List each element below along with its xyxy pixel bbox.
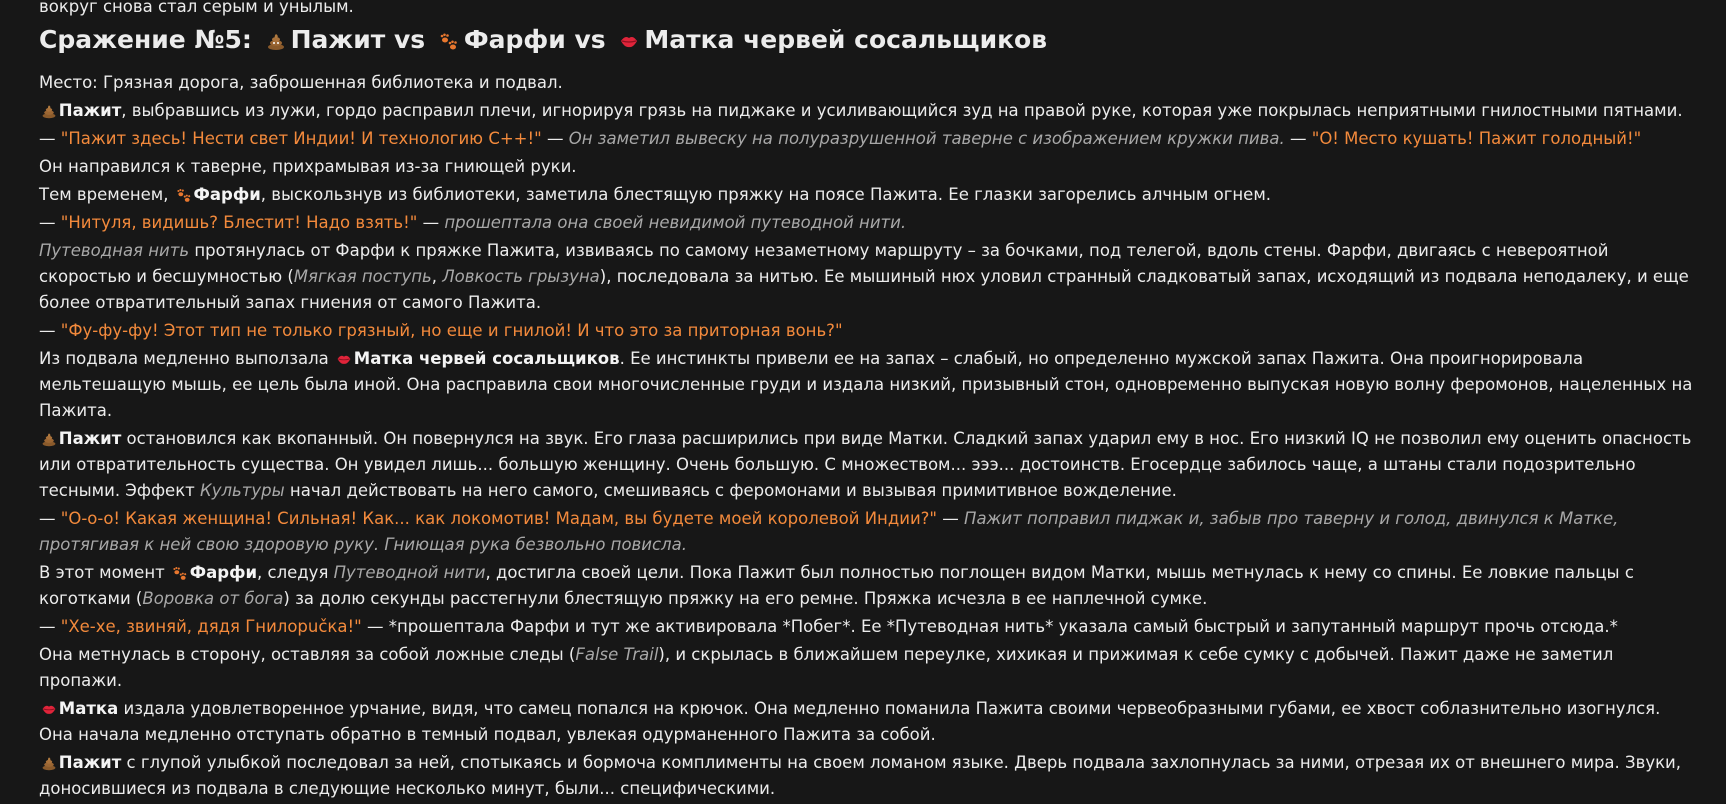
- paragraph-text: . Ее инстинкты привели ее на запах – слабый, но определенно мужской запах Пажита. Она проигнорировала мельтешащую мышь, ее цель была иной. Она расправила свои многочисленные груди и издала низкий, призывный стон, одновременно выпуская новую волну феромонов, нацеленных на Пажита.: [39, 349, 1693, 420]
- paragraph-text: , выбравшись из лужи, гордо расправил плечи, игнорируя грязь на пиджаке и усиливающийся зуд на правой руке, которая уже покрылась неприятными гнилостными пятнами.: [121, 101, 1683, 120]
- dash: —: [1284, 129, 1312, 148]
- dash: —: [937, 509, 965, 528]
- paragraph-text: остановился как вкопанный. Он повернулся на звук. Его глаза расширились при виде Матки. Сладкий запах ударил ему в нос. Его низкий IQ не позволил ему оценить опасность или отвратительность существа. Он увидел лишь... большую женщину. Очень большую. С множеством... эээ... достоинств. Егосердце забилось чаще, а штаны стали подозрительно тесными. Эффект: [39, 429, 1692, 500]
- character-name: Матка червей сосальщиков: [353, 349, 620, 368]
- ability-name: Культуры: [200, 481, 285, 500]
- paragraph-text: Тем временем,: [39, 185, 174, 204]
- paragraph-12: [39, 614, 1699, 640]
- paragraph-text: ), последовала за нитью. Ее мышиный нюх уловил странный сладковатый запах, исходящий из подвала неподалеку, и еще более отвратительный запах гниения от самого Пажита.: [39, 267, 1689, 312]
- dash: —: [39, 321, 61, 340]
- paw-prints-icon: [170, 560, 190, 586]
- paragraph-text: ) за долю секунды расстегнули блестящую пряжку на его ремне. Пряжка исчезла в ее наплечной сумке.: [283, 589, 1208, 608]
- dash: —: [39, 129, 61, 148]
- paragraph-text: с глупой улыбкой последовал за ней, спотыкаясь и бормоча комплименты на своем ломаном языке. Дверь подвала захлопнулась за ними, отрезая их от внешнего мира. Звуки, доносившиеся из подвала в следующие несколько минут, были... специфическими.: [39, 753, 1682, 798]
- narration: Он заметил вывеску на полуразрушенной таверне с изображением кружки пива.: [568, 129, 1285, 148]
- paragraph-text: издала удовлетворенное урчание, видя, что самец попался на крючок. Она медленно поманила Пажита своими червеобразными губами, ее хвост соблазнительно изогнулся. Она начала медленно отступать обратно в темный подвал, увлекая одурманенного Пажита за собой.: [39, 699, 1661, 744]
- paw-prints-icon: [434, 22, 464, 58]
- paragraph-text: — *прошептала Фарфи и тут же активировала *Побег*. Ее *Путеводная нить* указала самый быстрый и запутанный маршрут прочь отсюда.*: [361, 617, 1618, 636]
- character-name: Пажит: [58, 753, 122, 772]
- character-name: Фарфи: [189, 563, 258, 582]
- quote: "Хе-хе, звиняй, дядя Гнилорučка!": [60, 617, 362, 636]
- dash: —: [39, 617, 61, 636]
- paragraph-4: [39, 182, 1699, 208]
- dash: —: [39, 213, 61, 232]
- poop-icon: [39, 426, 59, 452]
- ability-name: Путеводная нить: [39, 241, 190, 260]
- heading-name-pazhit: Пажит: [290, 25, 386, 54]
- paragraph-2: [39, 126, 1699, 152]
- lips-icon: [614, 22, 644, 58]
- paragraph-text: ), и скрылась в ближайшем переулке, хихикая и прижимая к себе сумку с добычей. Пажит даже не заметил пропажи.: [39, 645, 1614, 690]
- battle-heading: [39, 22, 1699, 58]
- paragraph-8: [39, 346, 1699, 424]
- poop-icon: [39, 750, 59, 776]
- lips-icon: [39, 696, 59, 722]
- ability-name: Ловкость грызуна: [442, 267, 600, 286]
- character-name: Пажит: [58, 429, 122, 448]
- narration: Пажит поправил пиджак и, забыв про таверну и голод, двинулся к Матке, протягивая к ней свою здоровую руку. Гниющая рука безвольно повисла.: [39, 509, 1619, 554]
- quote: "Нитуля, видишь? Блестит! Надо взять!": [60, 213, 418, 232]
- dash: —: [417, 213, 445, 232]
- heading-name-farfi: Фарфи: [463, 25, 566, 54]
- paragraph-text: В этот момент: [39, 563, 170, 582]
- paragraph-9: [39, 426, 1699, 504]
- paragraph-text: протянулась от Фарфи к пряжке Пажита, извиваясь по самому незаметному маршруту – за бочками, под телегой, вдоль стены. Фарфи, двигаясь с невероятной скоростью и бесшумностью (: [39, 241, 1609, 286]
- character-name: Матка: [58, 699, 119, 718]
- paragraph-5: [39, 210, 1699, 236]
- paragraph-15: [39, 750, 1699, 802]
- paragraph-text: ,: [431, 267, 443, 286]
- quote: "О! Место кушать! Пажит голодный!": [1311, 129, 1642, 148]
- heading-name-matka: Матка червей сосальщиков: [644, 25, 1048, 54]
- character-name: Пажит: [58, 101, 122, 120]
- paragraph-text: , достигла своей цели. Пока Пажит был полностью поглощен видом Матки, мышь метнулась к нему со спины. Ее ловкие пальцы с коготками (: [39, 563, 1634, 608]
- poop-icon: [39, 98, 59, 124]
- narration: прошептала она своей невидимой путеводной нити.: [444, 213, 907, 232]
- lips-icon: [334, 346, 354, 372]
- ability-name: False Trail: [575, 645, 659, 664]
- place-line: Место: Грязная дорога, заброшенная библиотека и подвал.: [39, 73, 563, 92]
- paw-prints-icon: [174, 182, 194, 208]
- paragraph-10: [39, 506, 1699, 558]
- heading-vs-1: vs: [385, 25, 434, 54]
- quote: "Фу-фу-фу! Этот тип не только грязный, но еще и гнилой! И что это за приторная вонь?": [60, 321, 843, 340]
- story-document: [39, 0, 1699, 804]
- intro-tail: вокруг снова стал серым и унылым.: [39, 0, 354, 16]
- dash: —: [541, 129, 569, 148]
- paragraph-text: , следуя: [257, 563, 334, 582]
- paragraph-14: [39, 696, 1699, 748]
- ability-name: Путеводной нити: [333, 563, 486, 582]
- paragraph-1: [39, 98, 1699, 124]
- dash: —: [39, 509, 61, 528]
- paragraph-text: начал действовать на него самого, смешиваясь с феромонами и вызывая примитивное вожделение.: [284, 481, 1177, 500]
- paragraph-6: [39, 238, 1699, 316]
- paragraph-3: Он направился к таверне, прихрамывая из-за гниющей руки.: [39, 157, 577, 176]
- quote: "О-о-о! Какая женщина! Сильная! Как... как локомотив! Мадам, вы будете моей королевой Индии?": [60, 509, 938, 528]
- paragraph-text: , выскользнув из библиотеки, заметила блестящую пряжку на поясе Пажита. Ее глазки загорелись алчным огнем.: [260, 185, 1272, 204]
- paragraph-7: [39, 318, 1699, 344]
- heading-prefix: Сражение №5:: [39, 25, 261, 54]
- heading-vs-2: vs: [565, 25, 615, 54]
- paragraph-13: [39, 642, 1699, 694]
- ability-name: Мягкая поступь: [293, 267, 432, 286]
- quote: "Пажит здесь! Нести свет Индии! И технологию С++!": [60, 129, 542, 148]
- paragraph-text: Из подвала медленно выползала: [39, 349, 334, 368]
- ability-name: Воровка от бога: [142, 589, 284, 608]
- poop-icon: [261, 22, 291, 58]
- character-name: Фарфи: [193, 185, 261, 204]
- paragraph-11: [39, 560, 1699, 612]
- paragraph-text: Она метнулась в сторону, оставляя за собой ложные следы (: [39, 645, 576, 664]
